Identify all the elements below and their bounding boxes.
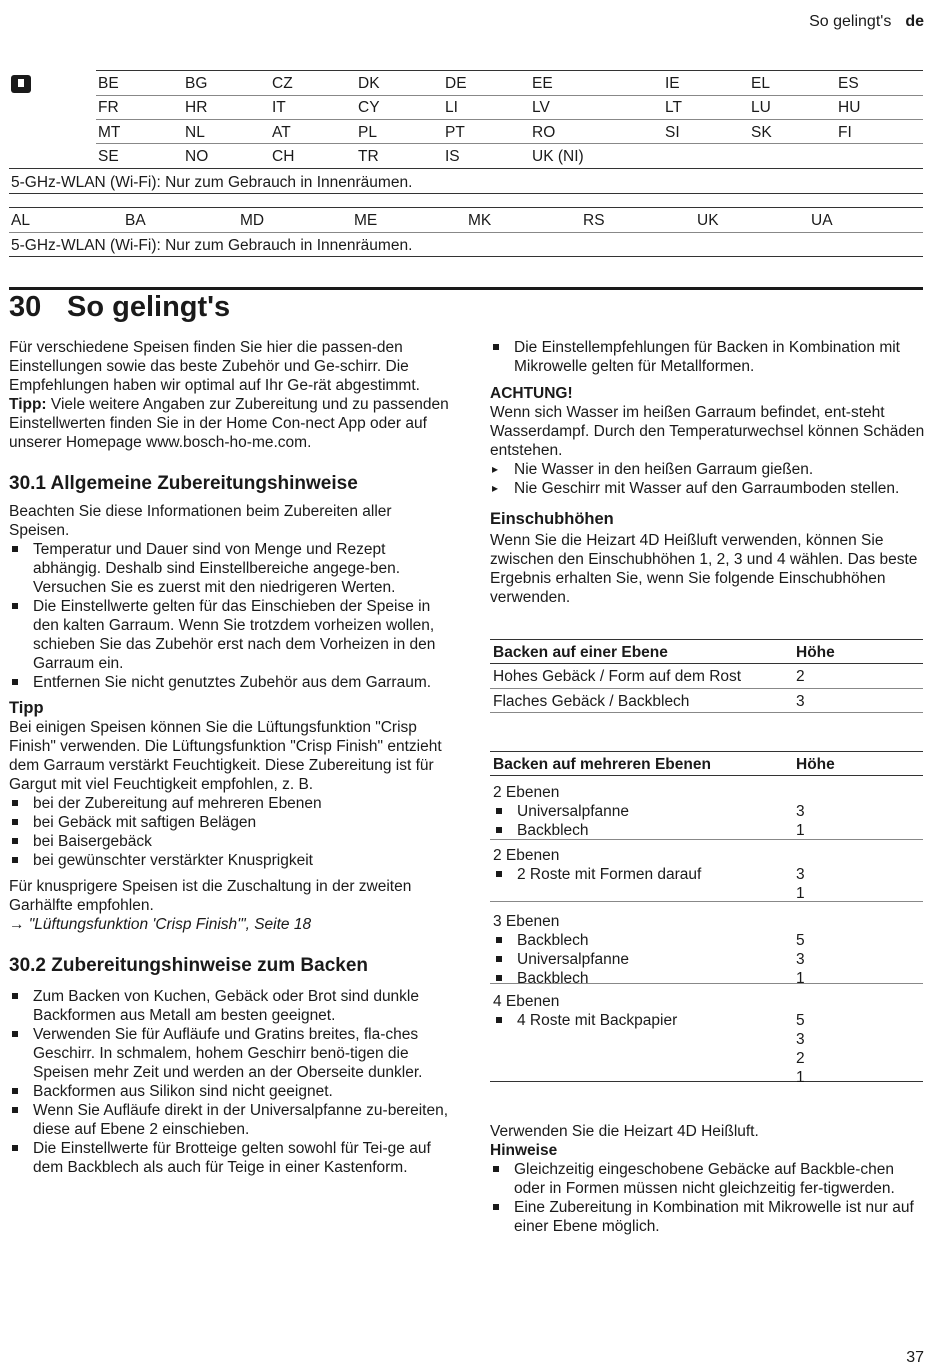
table-rule — [9, 193, 923, 194]
single-level-table — [490, 643, 923, 717]
list-item: Die Einstellwerte für Brotteige gelten sowohl für Tei-ge auf dem Backblech als auch für Teige in einer Kastenform. — [9, 1139, 449, 1177]
table-header — [490, 643, 923, 667]
country-code: LV — [532, 99, 550, 116]
list-item: Universalpfanne — [493, 802, 923, 821]
list-item: Eine Zubereitung in Kombination mit Mikrowelle ist nur auf einer Ebene möglich. — [490, 1198, 926, 1236]
mw-note-list — [490, 338, 926, 376]
list-item: Backblech — [493, 969, 923, 988]
table-rule — [490, 639, 923, 640]
group-title: 2 Ebenen — [493, 784, 560, 801]
table-rule — [96, 70, 923, 71]
country-code: SI — [665, 124, 680, 141]
list-item: Entfernen Sie nicht genutztes Zubehör aus dem Garraum. — [9, 673, 449, 692]
tip-paragraph — [9, 395, 449, 452]
list-item: Gleichzeitig eingeschobene Gebäcke auf Backble-chen oder in Formen müssen nicht gleichzeitig fer-tigwerden. — [490, 1160, 926, 1198]
list-item: 4 Roste mit Backpapier — [493, 1011, 923, 1030]
table-row-group — [490, 988, 923, 1087]
info-note-icon — [11, 75, 31, 93]
country-code: CY — [358, 99, 380, 116]
wlan-note: 5-GHz-WLAN (Wi-Fi): Nur zum Gebrauch in Innenräumen. — [11, 174, 413, 191]
height-values — [796, 802, 805, 840]
country-code: LI — [445, 99, 458, 116]
warning-title: ACHTUNG! — [490, 385, 573, 402]
country-code: FI — [838, 124, 852, 141]
country-code: EE — [532, 75, 553, 92]
table-rule — [96, 143, 923, 144]
group-items — [493, 802, 923, 840]
list-item: Backblech — [493, 821, 923, 840]
crisp-finish-link[interactable]: → "Lüftungsfunktion 'Crisp Finish'", Seite 18 — [9, 916, 312, 933]
page-number: 37 — [906, 1349, 924, 1366]
after-table-text: Verwenden Sie die Heizart 4D Heißluft. — [490, 1123, 759, 1140]
section-30-2-list — [9, 987, 449, 1177]
country-code: PT — [445, 124, 465, 141]
country-code: UA — [811, 212, 833, 229]
header-section: So gelingt's — [809, 13, 892, 30]
height-value: 1 — [796, 970, 805, 987]
header-cell: Backen auf einer Ebene — [493, 644, 668, 661]
chapter-title — [9, 289, 230, 325]
tip-text: Viele weitere Angaben zur Zubereitung und zu passenden Einstellwerten finden Sie in der Home Con-nect App oder auf unserer Homepage www.bosch-ho-me.com. — [9, 396, 449, 451]
height-value: 3 — [796, 866, 805, 883]
country-code: FR — [98, 99, 119, 116]
country-code: CH — [272, 148, 295, 165]
header-cell: Höhe — [796, 756, 835, 773]
country-code: UK — [697, 212, 719, 229]
einschubhoehen-text: Wenn Sie die Heizart 4D Heißluft verwenden, können Sie zwischen den Einschubhöhen 1, 2, 3 und 4 wählen. Das beste Ergebnis erhalten Sie, wenn Sie folgende Einschubhöhen verwenden. — [490, 532, 918, 606]
country-code: BE — [98, 75, 119, 92]
right-column — [490, 338, 926, 607]
country-code: EL — [751, 75, 770, 92]
tipp-after: Für knusprigere Speisen ist die Zuschaltung in der zweiten Garhälfte empfohlen. — [9, 878, 412, 914]
list-item: bei Baisergebäck — [9, 832, 449, 851]
table-cell: 2 — [796, 668, 805, 685]
height-value: 1 — [796, 885, 805, 902]
list-item: Die Einstellwerte gelten für das Einschieben der Speise in den kalten Garraum. Wenn Sie trotzdem vorheizen wollen, schieben Sie das Zubehör erst nach dem Vorheizen in den Garraum ein. — [9, 597, 449, 673]
country-code: AL — [11, 212, 30, 229]
country-code: HU — [838, 99, 861, 116]
chapter-number: 30 — [9, 291, 42, 323]
table-rule — [9, 256, 923, 257]
country-code: DK — [358, 75, 380, 92]
table-header — [490, 755, 923, 779]
multi-level-table — [490, 755, 923, 1087]
table-rule — [490, 751, 923, 752]
multi-level-groups — [490, 779, 923, 1087]
header-cell: Höhe — [796, 644, 835, 661]
table-row — [490, 692, 923, 717]
country-code: HR — [185, 99, 208, 116]
country-code: MK — [468, 212, 492, 229]
country-code: UK (NI) — [532, 148, 584, 165]
country-code: ES — [838, 75, 859, 92]
country-code: IE — [665, 75, 680, 92]
header-cell: Backen auf mehreren Ebenen — [493, 756, 711, 773]
table-row-group — [490, 842, 923, 908]
table-rule — [96, 95, 923, 96]
hinweise-list — [490, 1160, 926, 1236]
table-rule — [96, 119, 923, 120]
country-code: LU — [751, 99, 771, 116]
table-rule — [9, 168, 923, 169]
height-value: 5 — [796, 1012, 805, 1029]
list-item: Backformen aus Silikon sind nicht geeignet. — [9, 1082, 449, 1101]
group-items — [493, 1011, 923, 1030]
section-30-1-list — [9, 540, 449, 692]
table-cell: Flaches Gebäck / Backblech — [493, 693, 690, 710]
header-lang: de — [905, 13, 924, 30]
country-code: SK — [751, 124, 772, 141]
height-value: 3 — [796, 1031, 805, 1048]
left-column — [9, 338, 449, 1177]
country-code: IT — [272, 99, 286, 116]
warning-list — [490, 460, 926, 498]
list-item: Verwenden Sie für Aufläufe und Gratins breites, fla-ches Geschirr. In schmalem, hohem Geschirr benö-tigen die Speisen mehr Zeit und werden an der Oberseite dunkler. — [9, 1025, 449, 1082]
running-header — [809, 12, 924, 31]
table-row-group — [490, 908, 923, 988]
section-30-1-intro: Beachten Sie diese Informationen beim Zubereiten aller Speisen. — [9, 503, 392, 539]
table-rule — [9, 207, 923, 208]
tip-label: Tipp: — [9, 396, 47, 413]
height-value: 1 — [796, 822, 805, 839]
country-code: MD — [240, 212, 265, 229]
list-item: Zum Backen von Kuchen, Gebäck oder Brot sind dunkle Backformen aus Metall am besten geeignet. — [9, 987, 449, 1025]
country-code: RS — [583, 212, 605, 229]
chapter-name: So gelingt's — [67, 291, 231, 323]
group-items — [493, 931, 923, 988]
country-code: CZ — [272, 75, 293, 92]
list-item: bei gewünschter verstärkter Knusprigkeit — [9, 851, 449, 870]
group-title: 3 Ebenen — [493, 913, 560, 930]
group-title: 2 Ebenen — [493, 847, 560, 864]
country-code: LT — [665, 99, 682, 116]
warning-text: Wenn sich Wasser im heißen Garraum befindet, ent-steht Wasserdampf. Durch den Temperaturwechsel können Schäden entstehen. — [490, 404, 925, 459]
country-code: TR — [358, 148, 379, 165]
country-code: DE — [445, 75, 467, 92]
height-value: 2 — [796, 1050, 805, 1067]
table-row-group — [490, 779, 923, 842]
tipp-title: Tipp — [9, 699, 44, 717]
list-item: Universalpfanne — [493, 950, 923, 969]
table-row — [490, 667, 923, 692]
height-value: 3 — [796, 803, 805, 820]
group-items — [493, 865, 923, 884]
country-code: IS — [445, 148, 460, 165]
table-cell: 3 — [796, 693, 805, 710]
country-code: SE — [98, 148, 119, 165]
list-item: 2 Roste mit Formen darauf — [493, 865, 923, 884]
country-code: RO — [532, 124, 556, 141]
table-rule — [9, 232, 923, 233]
country-code: BG — [185, 75, 208, 92]
height-values — [796, 865, 805, 903]
list-item: Backblech — [493, 931, 923, 950]
height-value: 3 — [796, 951, 805, 968]
list-item: Die Einstellempfehlungen für Backen in Kombination mit Mikrowelle gelten für Metallformen. — [490, 338, 926, 376]
einschubhoehen-title: Einschubhöhen — [490, 510, 614, 528]
list-item: Wenn Sie Aufläufe direkt in der Universalpfanne zu-bereiten, diese auf Ebene 2 einschieben. — [9, 1101, 449, 1139]
country-code: AT — [272, 124, 291, 141]
tipp-text: Bei einigen Speisen können Sie die Lüftungsfunktion "Crisp Finish" verwenden. Die Lüftungsfunktion "Crisp Finish" entzieht dem Garraum verstärkt Feuchtigkeit. Diese Zubereitung ist für Gargut mit viel Feuchtigkeit empfohlen, z. B. — [9, 719, 442, 793]
country-code: NL — [185, 124, 205, 141]
country-code: NO — [185, 148, 209, 165]
hinweise-title: Hinweise — [490, 1142, 558, 1159]
country-code: ME — [354, 212, 378, 229]
height-value: 5 — [796, 932, 805, 949]
tipp-list — [9, 794, 449, 870]
intro-paragraph: Für verschiedene Speisen finden Sie hier die passen-den Einstellungen sowie das beste Zubehör und Ge-schirr. Die Empfehlungen haben wir optimal auf Ihr Ge-rät abgestimmt. — [9, 339, 420, 394]
table-cell: Hohes Gebäck / Form auf dem Rost — [493, 668, 742, 685]
country-code: MT — [98, 124, 121, 141]
height-values — [796, 931, 805, 988]
list-item: bei Gebäck mit saftigen Belägen — [9, 813, 449, 832]
group-title: 4 Ebenen — [493, 993, 560, 1010]
height-value: 1 — [796, 1069, 805, 1086]
list-item: ▸ Nie Geschirr mit Wasser auf den Garraumboden stellen. — [490, 479, 926, 498]
country-code: PL — [358, 124, 377, 141]
height-values — [796, 1011, 805, 1087]
country-code: BA — [125, 212, 146, 229]
list-item: ▸ Nie Wasser in den heißen Garraum gießen. — [490, 460, 926, 479]
list-item: Temperatur und Dauer sind von Menge und Rezept abhängig. Deshalb sind Einstellbereiche angege-ben. Versuchen Sie es zuerst mit den niedrigeren Werten. — [9, 540, 449, 597]
wlan-note-2: 5-GHz-WLAN (Wi-Fi): Nur zum Gebrauch in Innenräumen. — [11, 237, 413, 254]
section-30-1-title: 30.1 Allgemeine Zubereitungshinweise — [9, 473, 358, 494]
list-item: bei der Zubereitung auf mehreren Ebenen — [9, 794, 449, 813]
section-30-2-title: 30.2 Zubereitungshinweise zum Backen — [9, 955, 368, 976]
right-column-bottom — [490, 1122, 926, 1236]
